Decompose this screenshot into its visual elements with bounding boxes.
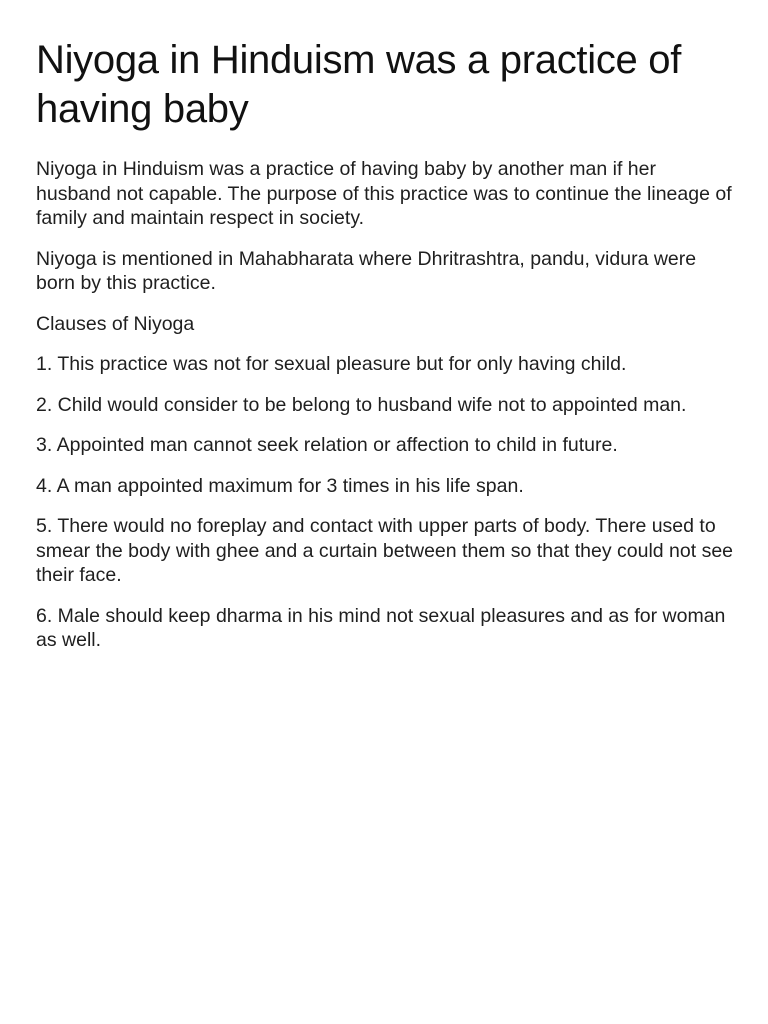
article-title: Niyoga in Hinduism was a practice of having baby [36, 38, 682, 131]
intro-paragraph: Niyoga in Hinduism was a practice of having baby by another man if her husband not capable. The purpose of this practice was to continue the lineage of family and maintain respect in society. [36, 158, 732, 229]
clause-item-3: 3. Appointed man cannot seek relation or affection to child in future. [36, 434, 618, 456]
clause-item-1: 1. This practice was not for sexual pleasure but for only having child. [36, 353, 627, 375]
clause-item-4: 4. A man appointed maximum for 3 times in his life span. [36, 474, 524, 497]
clause-item-2: 2. Child would consider to be belong to husband wife not to appointed man. [36, 393, 687, 416]
clause-item-6: 6. Male should keep dharma in his mind not sexual pleasures and as for woman as well. [36, 604, 726, 651]
mahabharata-paragraph: Niyoga is mentioned in Mahabharata where Dhritrashtra, pandu, vidura were born by this practice. [36, 247, 697, 294]
clauses-heading: Clauses of Niyoga [36, 312, 195, 335]
clause-item-5: 5. There would no foreplay and contact with upper parts of body. There used to smear the body with ghee and a curtain between them so that they could not see their face. [36, 515, 734, 586]
article [36, 36, 736, 653]
